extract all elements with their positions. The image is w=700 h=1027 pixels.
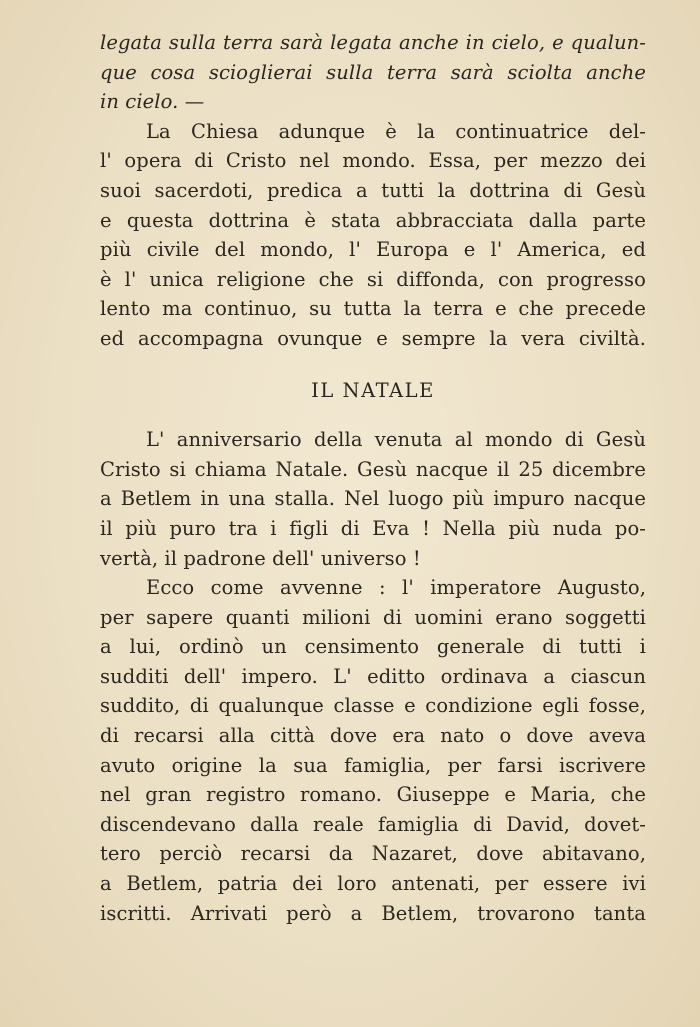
paragraph-line: iscritti. Arrivati però a Betlem, trovarono tanta	[100, 901, 646, 925]
paragraph-line: La Chiesa adunque è la continuatrice del-	[146, 119, 646, 143]
paragraph-line: discendevano dalla reale famiglia di David, dovet-	[100, 812, 646, 836]
paragraph-census	[100, 573, 646, 928]
paragraph-line: ed accompagna ovunque e sempre la vera civiltà.	[100, 326, 646, 350]
paragraph-line: lento ma continuo, su tutta la terra e che precede	[100, 297, 646, 321]
paragraph-line: Cristo si chiama Natale. Gesù nacque il 25 dicembre	[100, 457, 646, 481]
paragraph-line: avuto origine la sua famiglia, per farsi iscrivere	[100, 753, 646, 777]
paragraph-line: a Betlem in una stalla. Nel luogo più impuro nacque	[100, 487, 646, 511]
quote-line: in cielo. —	[100, 90, 205, 114]
paragraph-line: è l' unica religione che si diffonda, con progresso	[100, 267, 646, 291]
page-text	[100, 28, 646, 928]
paragraph-line: sudditi dell' impero. L' editto ordinava a ciascun	[100, 664, 646, 688]
paragraph-line: a Betlem, patria dei loro antenati, per essere ivi	[100, 872, 646, 896]
paragraph-line: tero perciò recarsi da Nazaret, dove abitavano,	[100, 842, 646, 866]
paragraph-line: suddito, di qualunque classe e condizione egli fosse,	[100, 694, 646, 718]
quote-block	[100, 28, 646, 117]
paragraph-line: più civile del mondo, l' Europa e l' America, ed	[100, 238, 646, 262]
paragraph-church	[100, 117, 646, 354]
section-heading: IL NATALE	[311, 378, 435, 402]
paragraph-line: a lui, ordinò un censimento generale di tutti i	[100, 635, 646, 659]
paragraph-line: per sapere quanti milioni di uomini erano soggetti	[100, 605, 646, 629]
paragraph-line: vertà, il padrone dell' universo !	[100, 546, 421, 570]
paragraph-line: di recarsi alla città dove era nato o dove aveva	[100, 724, 646, 748]
paragraph-line: il più puro tra i figli di Eva ! Nella più nuda po-	[100, 516, 646, 540]
paragraph-line: L' anniversario della venuta al mondo di Gesù	[146, 428, 646, 452]
quote-line: legata sulla terra sarà legata anche in cielo, e qualun-	[100, 31, 646, 54]
paragraph-line: l' opera di Cristo nel mondo. Essa, per mezzo dei	[100, 149, 646, 173]
quote-line: que cosa scioglierai sulla terra sarà sciolta anche	[100, 60, 646, 84]
paragraph-christmas	[100, 425, 646, 573]
paragraph-line: suoi sacerdoti, predica a tutti la dottrina di Gesù	[100, 178, 646, 202]
paragraph-line: Ecco come avvenne : l' imperatore Augusto,	[146, 576, 646, 600]
paragraph-line: e questa dottrina è stata abbracciata dalla parte	[100, 208, 646, 232]
paragraph-line: nel gran registro romano. Giuseppe e Maria, che	[100, 783, 646, 807]
